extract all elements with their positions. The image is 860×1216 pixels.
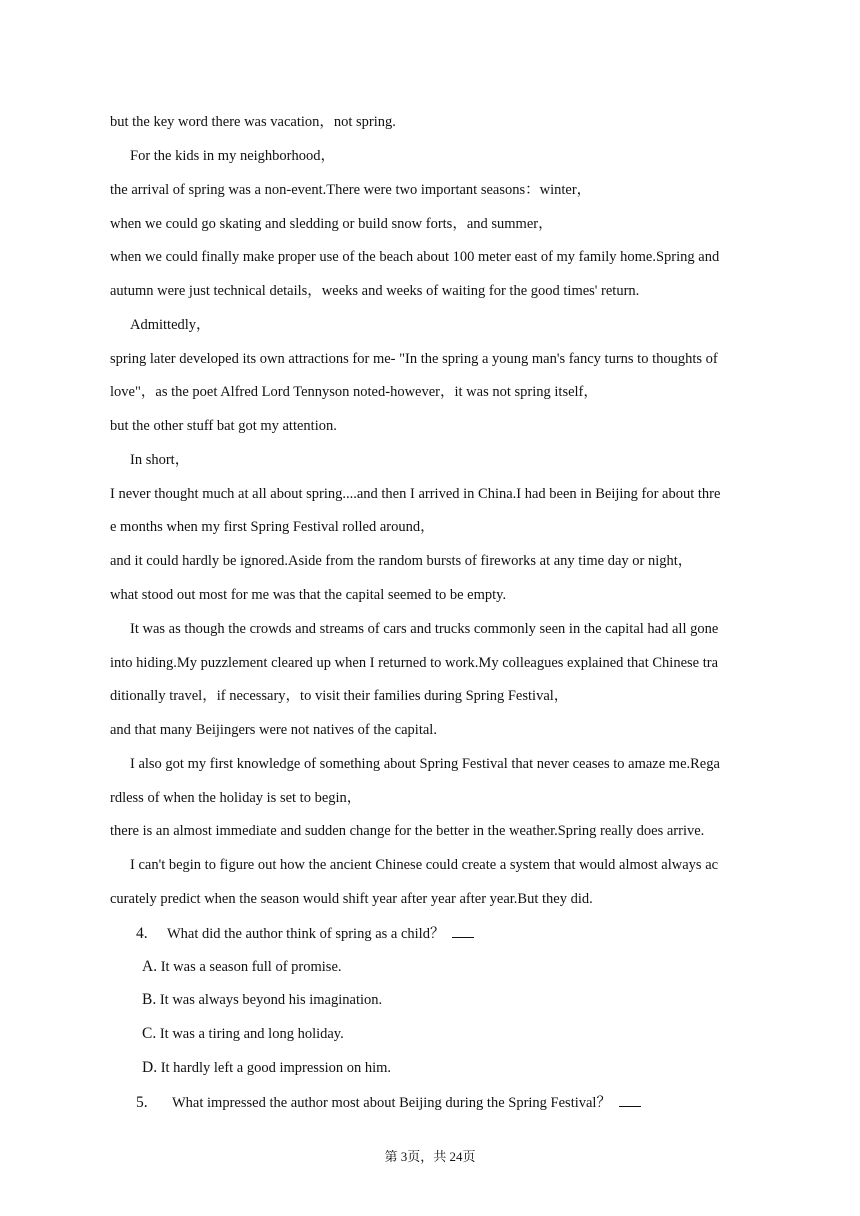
option-d bbox=[142, 1058, 792, 1078]
option-text: It was a season full of promise. bbox=[160, 959, 342, 975]
option-a bbox=[142, 957, 792, 977]
paragraph-line: autumn were just technical details，weeks and weeks of waiting for the good times' return. bbox=[110, 283, 640, 299]
paragraph-line: love"，as the poet Alfred Lord Tennyson noted-however，it was not spring itself， bbox=[110, 384, 598, 400]
option-letter: A. bbox=[142, 958, 158, 975]
option-text: It hardly left a good impression on him. bbox=[160, 1060, 392, 1076]
paragraph-line: I also got my first knowledge of something about Spring Festival that never ceases to amaze me.Rega bbox=[130, 756, 720, 772]
paragraph-line: but the key word there was vacation，not spring. bbox=[110, 114, 396, 130]
question-text: What did the author think of spring as a child？ bbox=[167, 926, 445, 942]
paragraph-line: there is an almost immediate and sudden change for the better in the weather.Spring really does arrive. bbox=[110, 823, 705, 839]
question-4 bbox=[136, 923, 786, 944]
paragraph-line: what stood out most for me was that the capital seemed to be empty. bbox=[110, 587, 507, 603]
paragraph-line: In short， bbox=[130, 452, 190, 468]
option-text: It was a tiring and long holiday. bbox=[159, 1026, 344, 1042]
paragraph-line: It was as though the crowds and streams of cars and trucks commonly seen in the capital had all gone bbox=[130, 621, 719, 637]
option-letter: D. bbox=[142, 1059, 158, 1076]
paragraph-line: when we could go skating and sledding or build snow forts，and summer， bbox=[110, 216, 553, 232]
paragraph-line: into hiding.My puzzlement cleared up when I returned to work.My colleagues explained that Chinese tra bbox=[110, 655, 719, 671]
option-c bbox=[142, 1024, 792, 1044]
paragraph-line: but the other stuff bat got my attention. bbox=[110, 418, 337, 434]
paragraph-line: spring later developed its own attractions for me- "In the spring a young man's fancy turns to thoughts of bbox=[110, 351, 718, 367]
paragraph-line: For the kids in my neighborhood， bbox=[130, 148, 336, 164]
question-number: 5. bbox=[136, 1094, 148, 1111]
paragraph-line: and it could hardly be ignored.Aside from the random bursts of fireworks at any time day or night， bbox=[110, 553, 693, 569]
paragraph-line: Admittedly， bbox=[130, 317, 211, 333]
paragraph-line: the arrival of spring was a non-event.There were two important seasons：winter， bbox=[110, 182, 592, 198]
option-b bbox=[142, 990, 792, 1010]
option-letter: C. bbox=[142, 1025, 157, 1042]
answer-blank[interactable] bbox=[619, 1092, 641, 1107]
question-text: What impressed the author most about Beijing during the Spring Festival？ bbox=[172, 1095, 611, 1111]
answer-blank[interactable] bbox=[452, 923, 474, 938]
paragraph-line: ditionally travel，if necessary，to visit their families during Spring Festival， bbox=[110, 688, 569, 704]
paragraph-line: I never thought much at all about spring....and then I arrived in China.I had been in Beijing for about thre bbox=[110, 486, 721, 502]
paragraph-line: e months when my first Spring Festival rolled around， bbox=[110, 519, 435, 535]
option-text: It was always beyond his imagination. bbox=[159, 992, 383, 1008]
paragraph-line: curately predict when the season would shift year after year after year.But they did. bbox=[110, 891, 593, 907]
option-letter: B. bbox=[142, 991, 157, 1008]
page-footer: 第 3页，共 24页 bbox=[384, 1149, 476, 1164]
question-number: 4. bbox=[136, 925, 148, 942]
paragraph-line: when we could finally make proper use of the beach about 100 meter east of my family home.Spring and bbox=[110, 249, 720, 265]
paragraph-line: I can't begin to figure out how the ancient Chinese could create a system that would almost always ac bbox=[130, 857, 719, 873]
paragraph-line: and that many Beijingers were not natives of the capital. bbox=[110, 722, 437, 738]
paragraph-line: rdless of when the holiday is set to begin， bbox=[110, 790, 362, 806]
question-5 bbox=[136, 1092, 786, 1113]
